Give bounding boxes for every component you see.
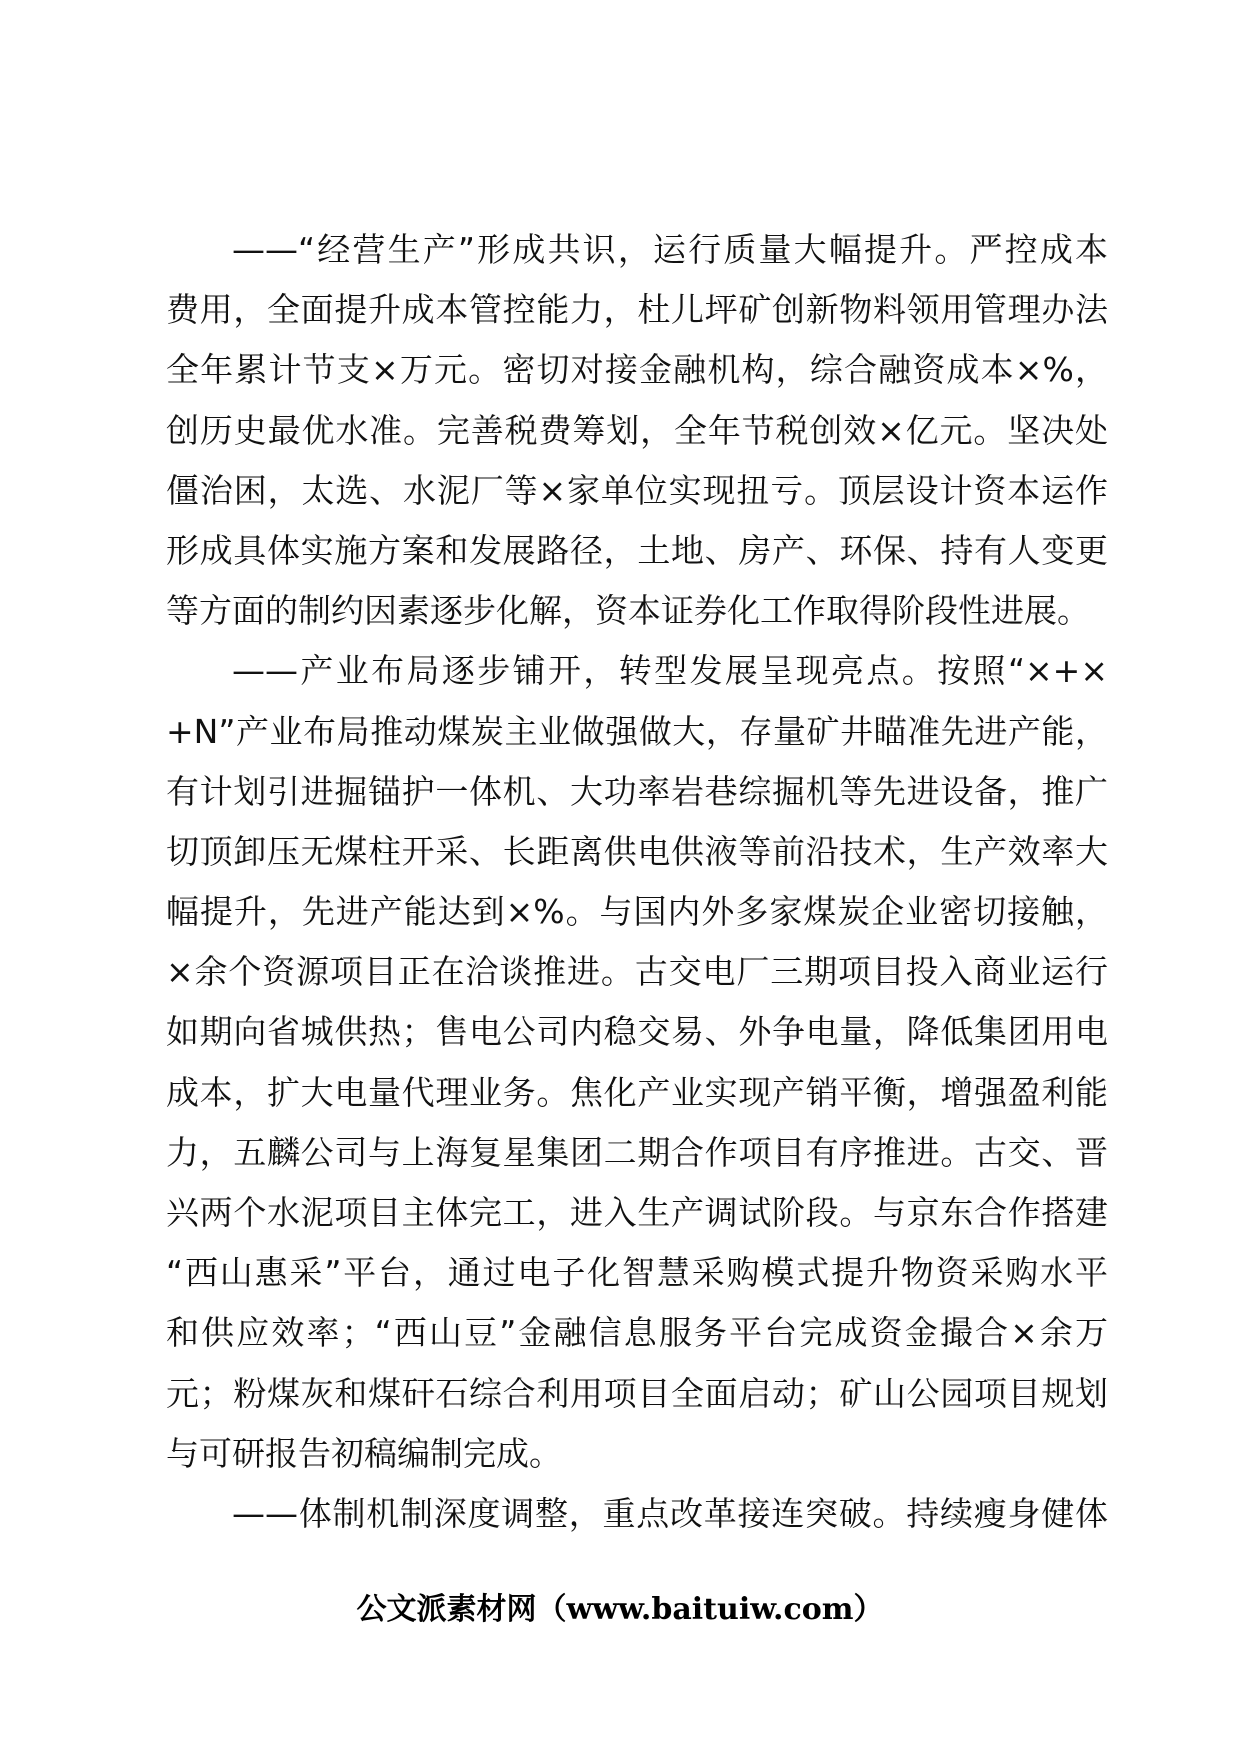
text-line: 切顶卸压无煤柱开采、长距离供电供液等前沿技术，生产效率大	[166, 831, 1108, 871]
text-line: ——体制机制深度调整，重点改革接连突破。持续瘦身健体	[232, 1493, 1108, 1533]
document-body	[166, 220, 1108, 1544]
text-line: “西山惠采”平台，通过电子化智慧采购模式提升物资采购水平	[166, 1253, 1108, 1293]
text-line: 全年累计节支×万元。密切对接金融机构，综合融资成本×%，	[166, 350, 1108, 390]
text-line: 元；粉煤灰和煤矸石综合利用项目全面启动；矿山公园项目规划	[166, 1373, 1108, 1413]
text-line: 与可研报告初稿编制完成。	[166, 1433, 562, 1473]
text-line: 成本，扩大电量代理业务。焦化产业实现产销平衡，增强盈利能	[166, 1072, 1108, 1112]
text-line: 幅提升，先进产能达到×%。与国内外多家煤炭企业密切接触，	[166, 892, 1108, 932]
text-line: 创历史最优水准。完善税费筹划，全年节税创效×亿元。坚决处	[166, 410, 1108, 450]
text-line: 僵治困，太选、水泥厂等×家单位实现扭亏。顶层设计资本运作	[166, 470, 1108, 510]
text-line: 等方面的制约因素逐步化解，资本证券化工作取得阶段性进展。	[166, 591, 1090, 631]
text-line: 费用，全面提升成本管控能力，杜儿坪矿创新物料领用管理办法	[166, 290, 1108, 330]
text-line: 力，五麟公司与上海复星集团二期合作项目有序推进。古交、晋	[166, 1132, 1108, 1172]
text-line: 如期向省城供热；售电公司内稳交易、外争电量，降低集团用电	[166, 1012, 1108, 1052]
text-line: 形成具体实施方案和发展路径，土地、房产、环保、持有人变更	[166, 530, 1108, 570]
text-line: ——“经营生产”形成共识，运行质量大幅提升。严控成本	[232, 230, 1108, 269]
footer-source: 公文派素材网（www.baituiw.com）	[356, 1592, 884, 1627]
text-line: 和供应效率；“西山豆”金融信息服务平台完成资金撮合×余万	[166, 1313, 1108, 1353]
text-line: +N”产业布局推动煤炭主业做强做大，存量矿井瞄准先进产能，	[166, 711, 1108, 751]
text-line: 有计划引进掘锚护一体机、大功率岩巷综掘机等先进设备，推广	[166, 771, 1108, 811]
text-line: 兴两个水泥项目主体完工，进入生产调试阶段。与京东合作搭建	[166, 1193, 1108, 1232]
text-line: ——产业布局逐步铺开，转型发展呈现亮点。按照“×+×	[232, 651, 1108, 691]
text-line: ×余个资源项目正在洽谈推进。古交电厂三期项目投入商业运行	[166, 952, 1108, 992]
